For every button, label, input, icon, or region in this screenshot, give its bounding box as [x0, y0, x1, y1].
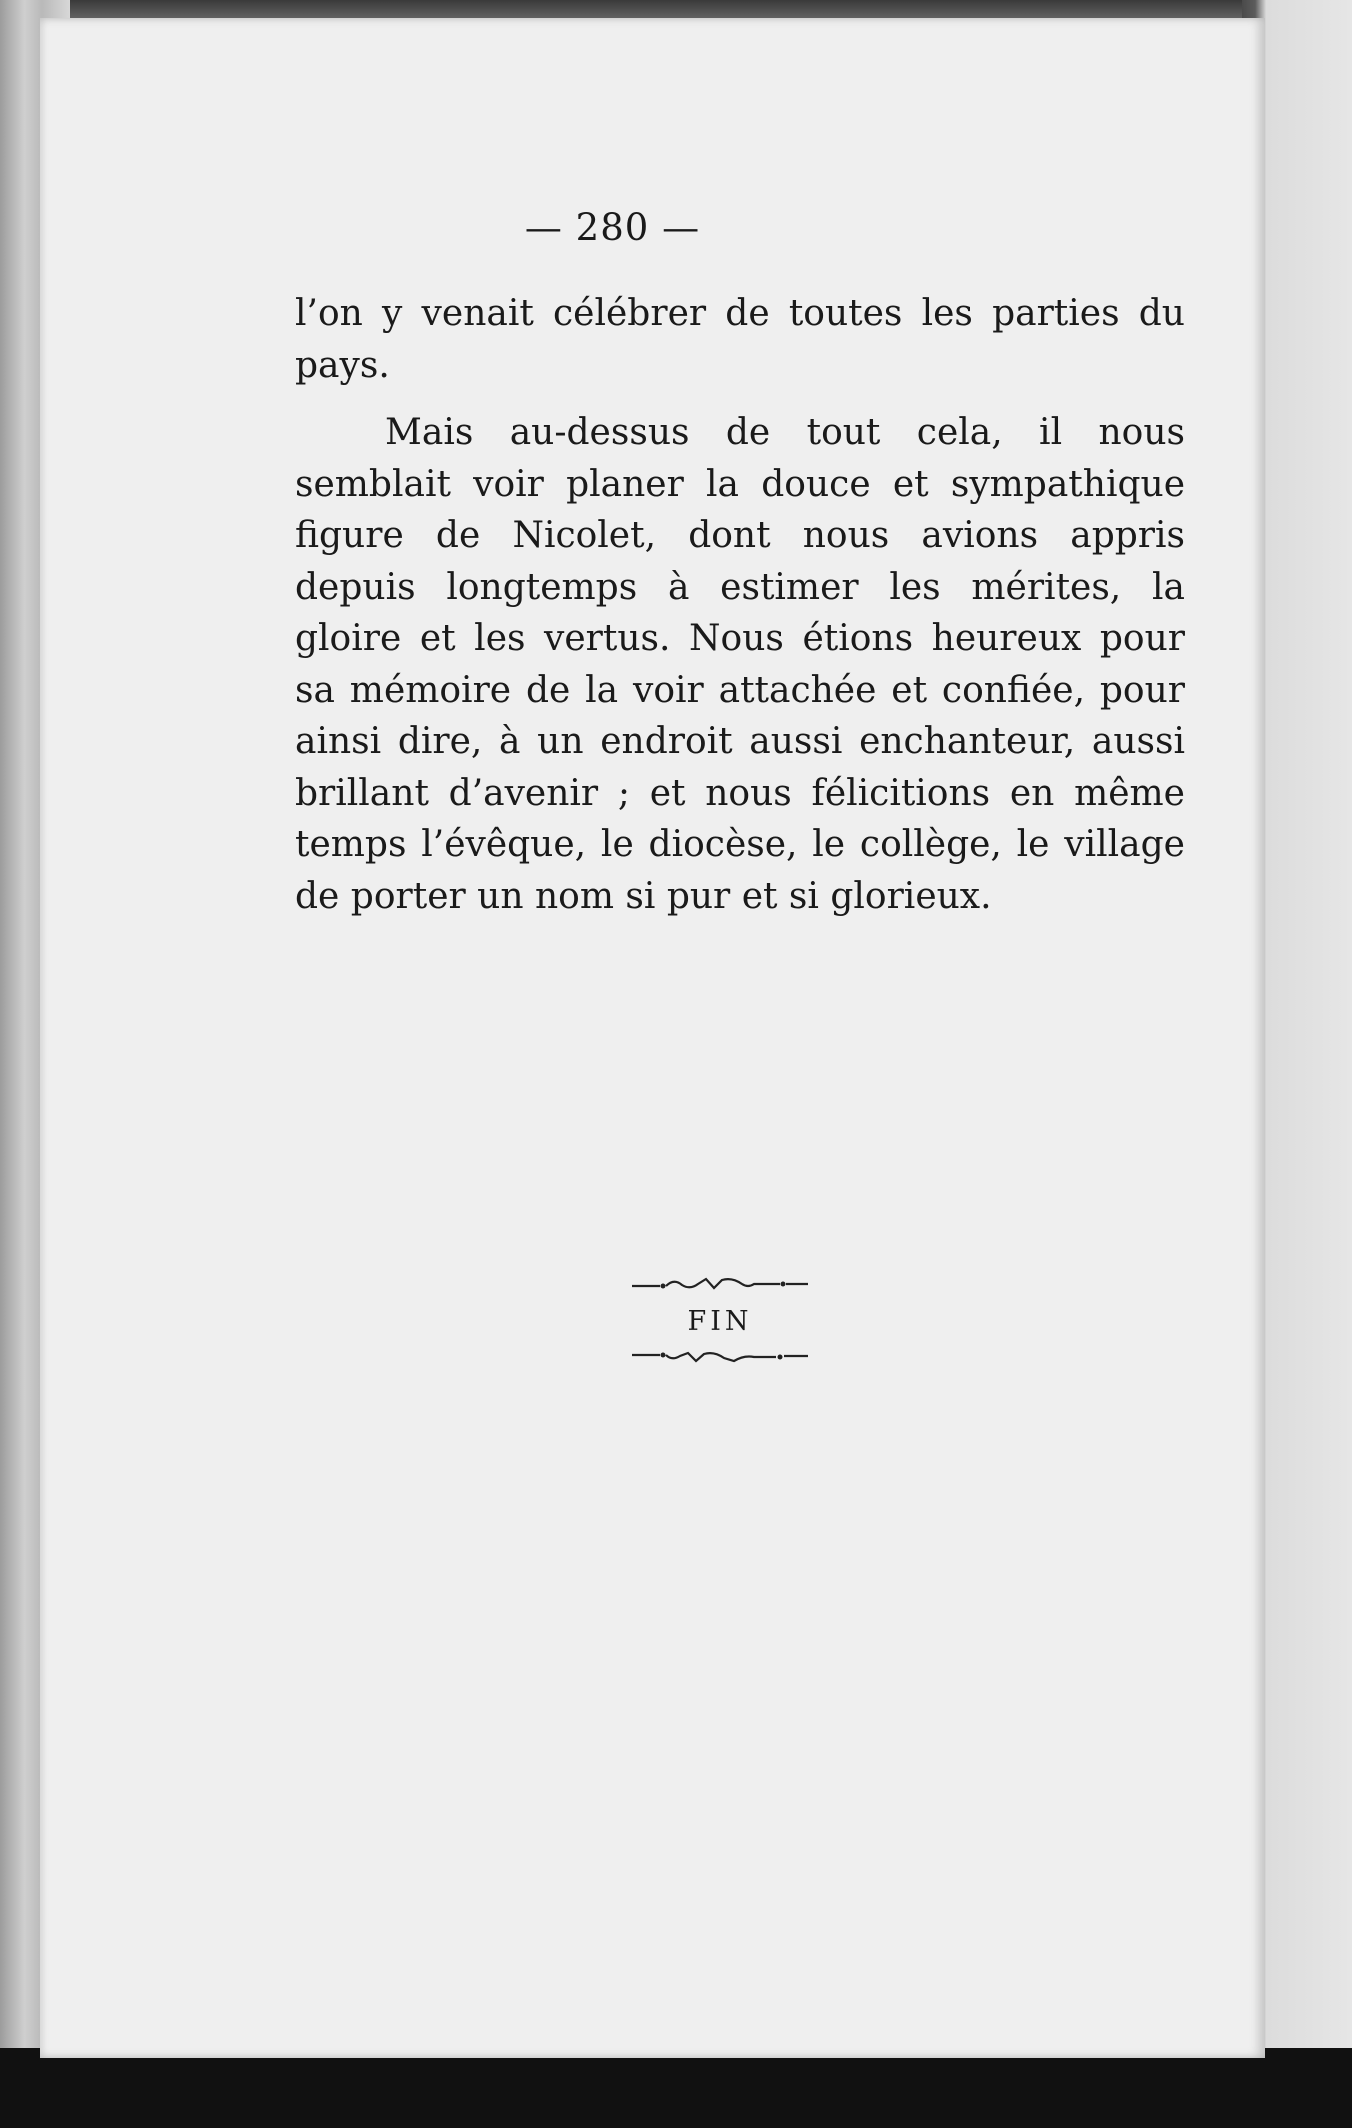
end-mark — [600, 1276, 840, 1365]
body-text — [295, 288, 1185, 922]
paragraph: Mais au-dessus de tout cela, il nous semblait voir planer la douce et sympathique figure de Nicolet, dont nous avions appris depuis longtemps à estimer les mérites, la gloire et les vertus. Nous étions heureux pour sa mémoire de la voir attachée et confiée, pour ainsi dire, à un endroit aussi enchanteur, aussi brillant d’avenir ; et nous félicitions en même temps l’évêque, le diocèse, le collège, le village de porter un nom si pur et si glorieux. — [295, 412, 1185, 917]
paragraph-continued: l’on y venait célébrer de toutes les parties du pays. — [295, 293, 1185, 386]
ornament-top-icon — [630, 1276, 810, 1292]
ornament-bottom-icon — [630, 1349, 810, 1365]
fin-label: FIN — [687, 1306, 753, 1337]
book-page — [40, 18, 1265, 2058]
scan-bottom-edge — [0, 2048, 1352, 2128]
page-number: — 280 — — [524, 206, 701, 249]
